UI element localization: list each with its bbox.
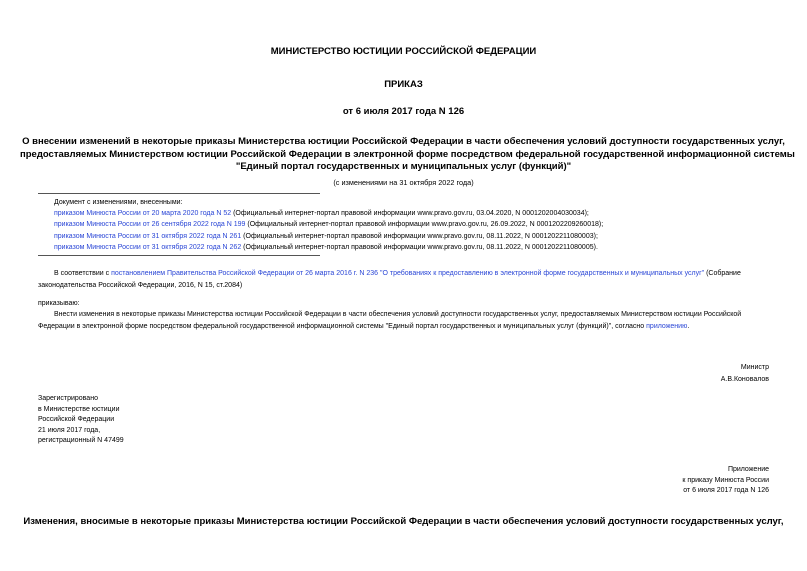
registration-line: регистрационный N 47499	[38, 437, 124, 444]
body-paragraph	[38, 309, 773, 332]
change-link[interactable]: приказом Минюста России от 31 октября 2022 года N 262	[54, 243, 242, 251]
appendix-line: от 6 июля 2017 года N 126	[683, 487, 769, 494]
registration-line: Зарегистрировано	[38, 395, 98, 402]
changes-list	[54, 197, 603, 253]
divider	[38, 255, 320, 256]
registration-line: в Министерстве юстиции	[38, 405, 120, 413]
change-link[interactable]: приказом Минюста России от 26 сентября 2022 года N 199	[54, 221, 246, 229]
document-type-heading: ПРИКАЗ	[384, 79, 423, 90]
change-link[interactable]: приказом Минюста России от 31 октября 2022 года N 261	[54, 232, 242, 240]
registration-line: Российской Федерации	[38, 416, 115, 423]
change-details: (Официальный интернет-портал правовой информации www.pravo.gov.ru, 26.09.2022, N 0001202209260018);	[245, 221, 604, 229]
change-details: (Официальный интернет-портал правовой информации www.pravo.gov.ru, 03.04.2020, N 0001202004030034);	[231, 210, 589, 218]
document-title	[20, 136, 795, 174]
basis-suffix: (Собрание	[704, 270, 741, 277]
body-line2-suffix: .	[687, 322, 690, 330]
title-line: предоставляемых Министерством юстиции Российской Федерации в электронной форме посредством федеральной государственной информационной системы	[20, 148, 795, 160]
change-link[interactable]: приказом Минюста России от 20 марта 2020 года N 52	[54, 210, 232, 218]
appendix-link[interactable]: приложению	[646, 322, 688, 330]
signer-position: Министр	[740, 364, 769, 371]
basis-link[interactable]: постановлением Правительства Российской Федерации от 26 марта 2016 г. N 236 "О требованиях к предоставлению в электронной форме государственных и муниципальных услуг"	[111, 270, 705, 277]
title-line: О внесении изменений в некоторые приказы Министерства юстиции Российской Федерации в части обеспечения условий доступности государственных услуг,	[22, 136, 785, 147]
divider	[38, 193, 320, 194]
list-item	[54, 208, 603, 219]
appendix-title: Изменения, вносимые в некоторые приказы Министерства юстиции Российской Федерации в части обеспечения условий доступности государственных услуг,	[23, 516, 784, 527]
amendment-note: (с изменениями на 31 октября 2022 года)	[333, 178, 474, 187]
list-item	[54, 242, 603, 253]
list-item	[54, 231, 603, 242]
changes-heading: Документ с изменениями, внесенными:	[54, 199, 183, 206]
change-details: (Официальный интернет-портал правовой информации www.pravo.gov.ru, 08.11.2022, N 0001202211080005).	[241, 243, 598, 251]
order-word: приказываю:	[38, 300, 80, 307]
list-item	[54, 219, 603, 230]
registration-line: 21 июля 2017 года,	[38, 426, 101, 434]
appendix-line: Приложение	[727, 466, 769, 473]
registration-block	[38, 394, 124, 447]
basis-prefix: В соответствии с	[54, 270, 112, 277]
basis-paragraph	[38, 268, 773, 291]
appendix-reference	[682, 465, 769, 497]
body-line2-prefix: Федерации в электронной форме посредством федеральной государственной информационной системы "Единый портал государственных и муниципальных услуг (функций)", согласно	[38, 322, 647, 330]
document-date-heading: от 6 июля 2017 года N 126	[342, 106, 465, 117]
basis-line2: законодательства Российской Федерации, 2016, N 15, ст.2084)	[38, 281, 243, 289]
ministry-heading: МИНИСТЕРСТВО ЮСТИЦИИ РОССИЙСКОЙ ФЕДЕРАЦИИ	[270, 46, 537, 57]
signature-block	[721, 362, 769, 385]
signer-name: А.В.Коновалов	[720, 375, 769, 383]
change-details: (Официальный интернет-портал правовой информации www.pravo.gov.ru, 08.11.2022, N 0001202211080003);	[241, 232, 598, 240]
appendix-line: к приказу Минюста России	[682, 476, 769, 484]
title-line: "Единый портал государственных и муниципальных услуг (функций)"	[235, 161, 572, 172]
body-line1: Внести изменения в некоторые приказы Министерства юстиции Российской Федерации в части обеспечения условий доступности государственных услуг, предоставляемых Министерством юстиции Российской	[54, 311, 742, 318]
